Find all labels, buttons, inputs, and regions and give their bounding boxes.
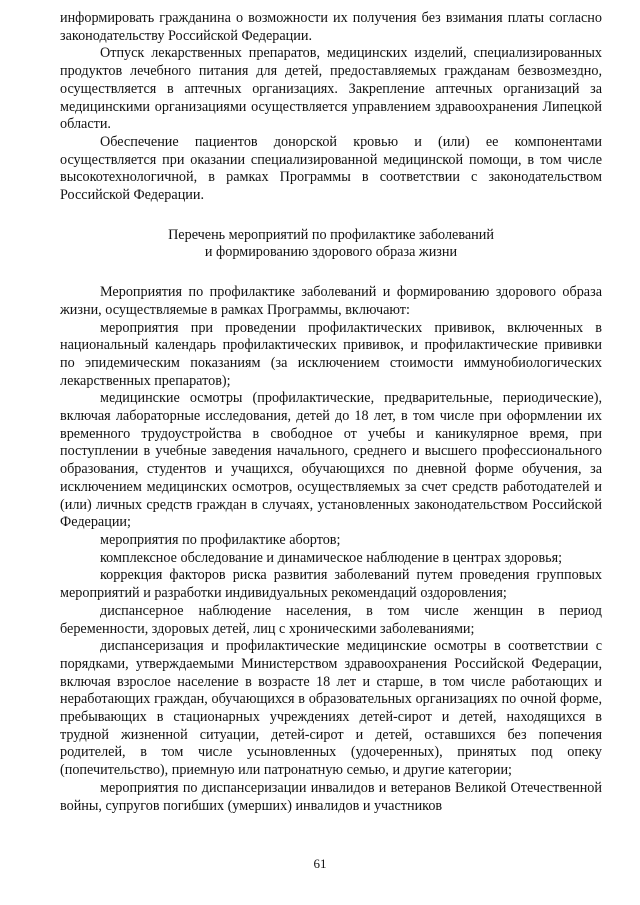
- paragraph-blood-supply: Обеспечение пациентов донорской кровью и (или) ее компонентами осуществляется при оказании специализированной медицинской помощи, в том числе высокотехнологичной, в рамках Программы в соответствии с законодательством Российской Федерации.: [60, 133, 602, 204]
- list-item-dispensary-observation: диспансерное наблюдение населения, в том числе женщин в период беременности, здоровых детей, лиц с хроническими заболеваниями;: [60, 602, 602, 637]
- section-heading-line-2: и формированию здорового образа жизни: [204, 244, 458, 261]
- list-item-health-centers: комплексное обследование и динамическое наблюдение в центрах здоровья;: [100, 549, 563, 566]
- page-number: 61: [313, 856, 327, 871]
- section-heading-line-1: Перечень мероприятий по профилактике заболеваний: [168, 226, 494, 243]
- spacer: [60, 205, 602, 227]
- list-item-vaccination: мероприятия при проведении профилактических прививок, включенных в национальный календарь профилактических прививок, и профилактические прививки по эпидемическим показаниям (за исключением стоимости иммунобиологических лекарственных препаратов);: [60, 319, 602, 389]
- spacer: [60, 262, 602, 284]
- list-item-risk-correction: коррекция факторов риска развития заболеваний путем проведения групповых мероприятий и разработки индивидуальных рекомендаций оздоровления;: [60, 567, 602, 602]
- list-item-veterans: мероприятия по диспансеризации инвалидов и ветеранов Великой Отечественной войны, супругов погибших (умерших) инвалидов и участников: [60, 779, 602, 814]
- paragraph-intro: Мероприятия по профилактике заболеваний и формированию здорового образа жизни, осуществляемые в рамках Программы, включают:: [60, 284, 602, 318]
- list-item-abortion-prevention: мероприятия по профилактике абортов;: [100, 531, 341, 548]
- paragraph-continuation: информировать гражданина о возможности их получения без взимания платы согласно законодательству Российской Федерации.: [60, 10, 602, 44]
- list-item-medical-examinations: медицинские осмотры (профилактические, предварительные, периодические), включая лабораторные исследования, детей до 18 лет, в том числе при оформлении их временного трудоустройства в свободное от учебы и каникулярное время, при поступлении в учебные заведения начального, среднего и высшего профессионального образования, студентов и учащихся, обучающихся по дневной форме обучения, за исключением медицинских осмотров, осуществляемых за счет средств работодателей и (или) личных средств граждан в случаях, установленных законодательством Российской Федерации;: [60, 390, 602, 531]
- document-page: [60, 10, 602, 815]
- list-item-dispensarization: диспансеризация и профилактические медицинские осмотры в соответствии с порядками, утверждаемыми Министерством здравоохранения Российской Федерации, включая взрослое население в возрасте 18 лет и старше, в том числе работающих и неработающих граждан, обучающихся в образовательных организациях по очной форме, пребывающих в стационарных учреждениях детей-сирот и детей, находящихся в трудной жизненной ситуации, детей-сирот и детей, оставшихся без попечения родителей, в том числе усыновленных (удочеренных), принятых под опеку (попечительство), приемную или патронатную семью, и другие категории;: [60, 638, 602, 779]
- paragraph-medicine-dispensing: Отпуск лекарственных препаратов, медицинских изделий, специализированных продуктов лечебного питания для детей, предоставляемых гражданам безвозмездно, осуществляется в аптечных организациях. Закрепление аптечных организаций за медицинскими организациями осуществляется управлением здравоохранения Липецкой области.: [60, 45, 602, 133]
